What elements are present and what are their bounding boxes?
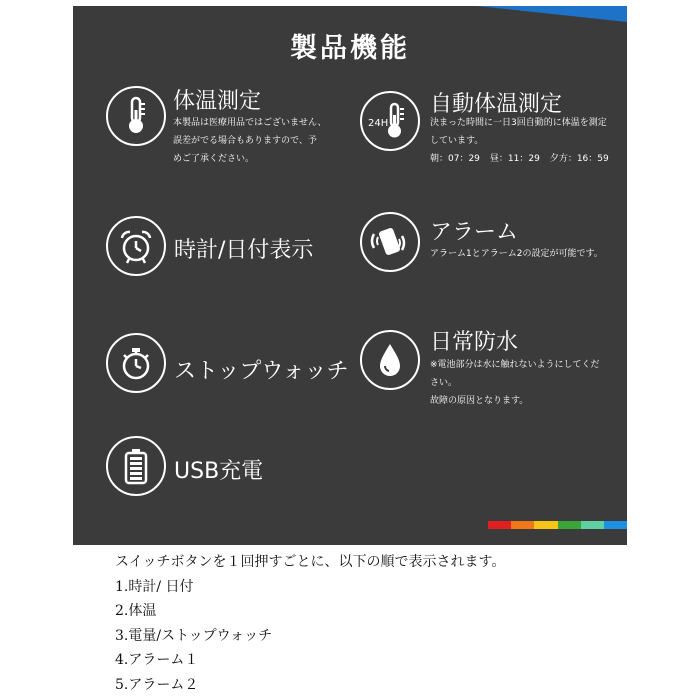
morning-time: 朝：07：29 — [430, 154, 480, 164]
panel-title: 製品機能 — [290, 33, 410, 64]
noon-time: 昼：11：29 — [489, 154, 540, 164]
instruction-item: 1.時計/ 日付 — [115, 578, 194, 595]
feature-name: 自動体温測定 — [430, 92, 563, 117]
feature-name: 体温測定 — [173, 89, 262, 114]
feature-panel — [73, 6, 627, 545]
display-order-text — [115, 550, 505, 697]
alarm-clock-icon — [106, 216, 166, 276]
rainbow-segment — [511, 521, 534, 529]
feature-name: アラーム — [430, 220, 519, 245]
vibrating-phone-icon — [360, 212, 420, 272]
evening-time: 夕方：16：59 — [549, 154, 609, 164]
feature-name: ストップウォッチ — [174, 359, 349, 384]
stopwatch-icon — [106, 333, 166, 393]
24h-thermometer-icon — [360, 91, 420, 151]
water-drop-icon — [360, 330, 420, 390]
icon-24h-text: 24H — [368, 118, 389, 129]
feature-description: 本製品は医療用品ではございません、 誤差がでる場合もありますので、予 めご了承ください。 — [173, 118, 327, 164]
battery-icon — [106, 436, 166, 496]
rainbow-segment — [558, 521, 581, 529]
measurement-times — [430, 150, 619, 168]
feature-name: USB充電 — [174, 459, 264, 484]
rainbow-segment — [534, 521, 557, 529]
rainbow-segment — [581, 521, 604, 529]
feature-name: 時計/日付表示 — [174, 238, 314, 263]
rainbow-stripe — [488, 521, 627, 529]
feature-name: 日常防水 — [430, 330, 519, 355]
instruction-item: 2.体温 — [115, 603, 157, 619]
thermometer-icon — [106, 86, 166, 146]
rainbow-segment — [604, 521, 627, 529]
rainbow-segment — [488, 521, 511, 529]
instruction-item: 3.電量/ストップウォッチ — [115, 627, 273, 644]
instructions-intro: スイッチボタンを１回押すごとに、以下の順で表示されます。 — [115, 554, 506, 570]
feature-description: 決まった時間に一日3回自動的に体温を測定 しています。 朝：07：29 昼：11：29 夕方：16：59 — [430, 114, 619, 168]
blue-corner-accent — [477, 6, 627, 22]
instruction-item: 4.アラーム１ — [115, 652, 199, 668]
feature-description: アラーム1とアラーム2の設定が可能です。 — [430, 249, 603, 259]
instruction-item: 5.アラーム２ — [115, 676, 199, 693]
feature-description: ※電池部分は水に触れないようにしてくだ さい。 故障の原因となります。 — [430, 360, 600, 406]
